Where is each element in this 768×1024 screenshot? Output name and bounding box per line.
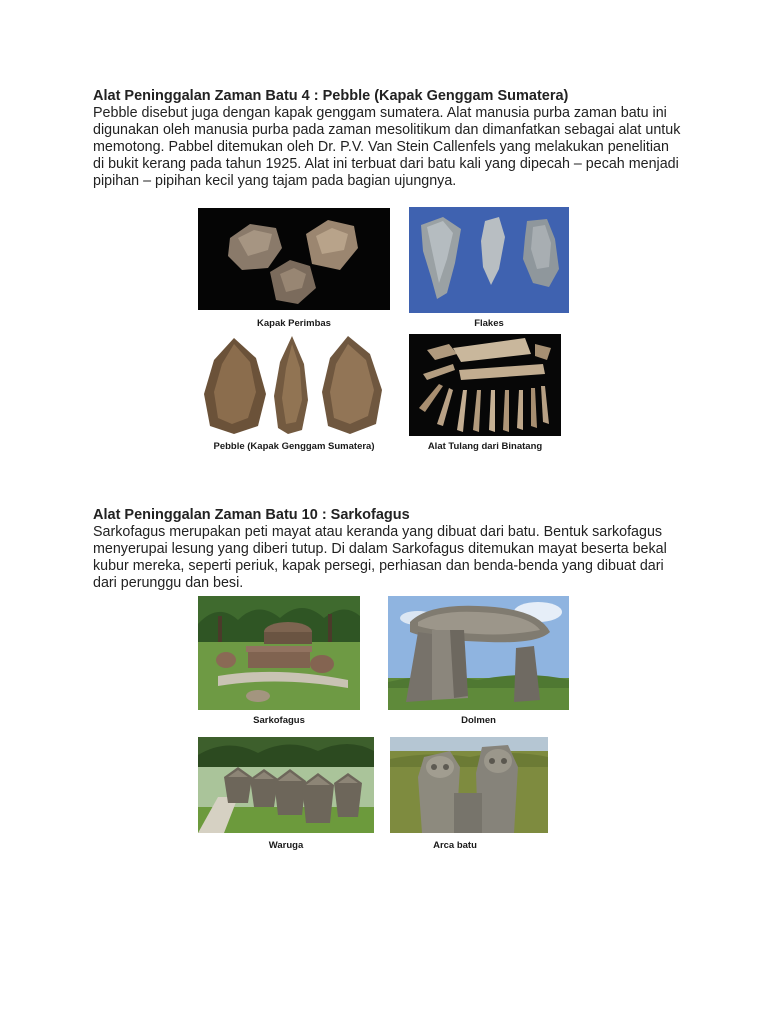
- section-paragraph: Sarkofagus merupakan peti mayat atau keranda yang dibuat dari batu. Bentuk sarkofagus menyerupai lesung yang diberi tutup. Di dalam Sarkofagus ditemukan mayat beserta bekal kubur mereka, seperti periuk, kapak persegi, perhiasan dan benda-benda yang dibuat dari dari perunggu dan besi.: [93, 524, 667, 591]
- caption-waruga: Waruga: [268, 840, 304, 851]
- caption-alat-tulang: Alat Tulang dari Binatang: [427, 441, 543, 452]
- caption-dolmen: Dolmen: [461, 715, 496, 726]
- photo-flakes: [409, 207, 569, 313]
- photo-dolmen: [388, 596, 569, 710]
- section-heading: Alat Peninggalan Zaman Batu 4 : Pebble (Kapak Genggam Sumatera): [93, 88, 569, 104]
- section-heading: Alat Peninggalan Zaman Batu 10 : Sarkofagus: [93, 507, 410, 523]
- section-pebble: [93, 88, 683, 190]
- photo-kapak-perimbas: [198, 208, 390, 310]
- photo-waruga: [198, 737, 374, 833]
- caption-kapak-perimbas: Kapak Perimbas: [257, 318, 331, 329]
- photo-alat-tulang: [409, 334, 561, 436]
- photo-sarkofagus: [198, 596, 360, 710]
- section-paragraph: Pebble disebut juga dengan kapak genggam sumatera. Alat manusia purba zaman batu ini digunakan oleh manusia purba pada zaman mesolitikum dan dimanfatkan sebagai alat untuk memotong. Pabbel ditemukan oleh Dr. P.V. Van Stein Callenfels yang melakukan penelitian di bukit kerang pada tahun 1925. Alat ini terbuat dari batu kali yang dipecah – pecah menjadi pipihan – pipihan kecil yang tajam pada bagian ujungnya.: [93, 105, 681, 189]
- photo-arca-batu: [390, 737, 548, 833]
- caption-sarkofagus: Sarkofagus: [253, 715, 305, 726]
- photo-pebble: [198, 334, 390, 436]
- caption-flakes: Flakes: [474, 318, 504, 329]
- caption-pebble: Pebble (Kapak Genggam Sumatera): [213, 441, 375, 452]
- caption-arca-batu: Arca batu: [433, 840, 477, 851]
- section-sarkofagus: [93, 507, 683, 592]
